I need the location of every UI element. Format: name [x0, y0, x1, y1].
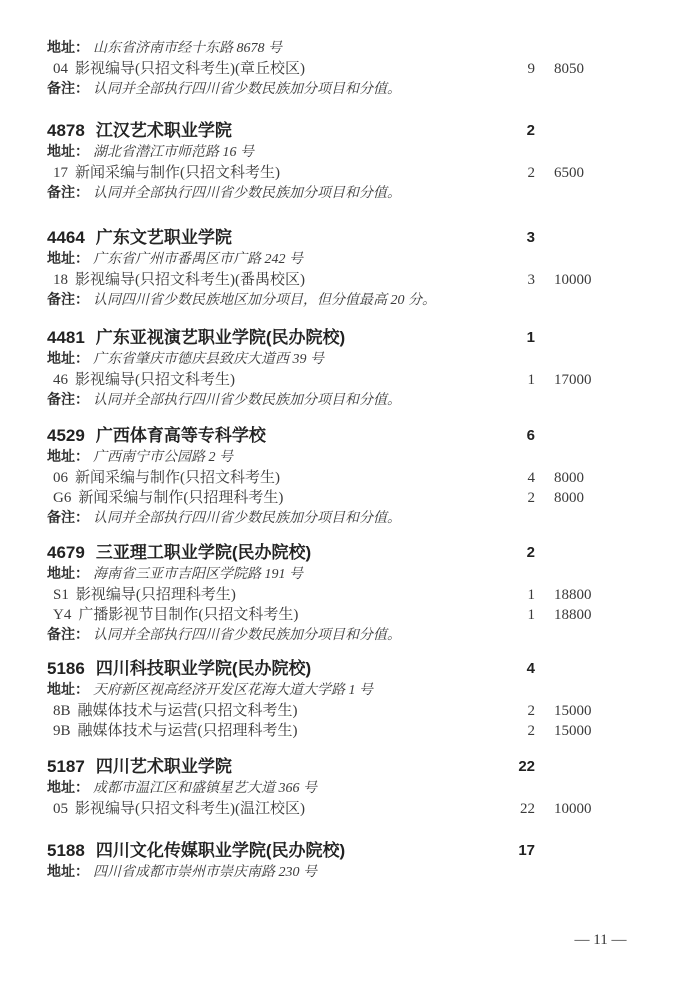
address-row: [47, 349, 643, 370]
school-name: 三亚理工职业学院(民办院校): [95, 543, 312, 562]
school-code: 4464: [47, 228, 85, 247]
program-row: [47, 605, 643, 625]
program-count: 4: [527, 470, 535, 486]
school-header: [47, 658, 643, 680]
program-count: 2: [527, 165, 535, 181]
program-row: [47, 701, 643, 721]
address-text: 四川省成都市崇州市崇庆南路 230 号: [93, 865, 317, 880]
note-label: 备注：: [47, 186, 89, 201]
page-number: — 11 —: [574, 932, 627, 948]
school-block: [47, 327, 643, 411]
program-code: 05: [53, 801, 68, 817]
school-code: 4481: [47, 328, 85, 347]
school-block-continued: [47, 38, 643, 100]
program-count: 2: [527, 723, 535, 739]
note-row: [47, 79, 643, 100]
school-header: [47, 120, 643, 142]
address-text: 广东省广州市番禺区市广路 242 号: [93, 252, 303, 267]
note-row: [47, 508, 643, 529]
program-fee: 8050: [554, 61, 584, 77]
address-text: 天府新区视高经济开发区花海大道大学路 1 号: [93, 683, 373, 698]
address-label: 地址：: [47, 352, 89, 367]
program-code: Y4: [53, 607, 72, 623]
school-header: [47, 542, 643, 564]
address-row: [47, 564, 643, 585]
note-text: 认同并全部执行四川省少数民族加分项目和分值。: [93, 393, 401, 408]
school-header: [47, 327, 643, 349]
program-code: S1: [53, 587, 69, 603]
note-row: [47, 290, 643, 311]
school-code: 5187: [47, 757, 85, 776]
program-row: [47, 163, 643, 183]
program-fee: 10000: [554, 801, 592, 817]
program-code: 17: [53, 165, 68, 181]
address-row: [47, 680, 643, 701]
note-text: 认同并全部执行四川省少数民族加分项目和分值。: [93, 186, 401, 201]
address-text: 广东省肇庆市德庆县致庆大道西 39 号: [93, 352, 324, 367]
school-header: [47, 756, 643, 778]
note-text: 认同四川省少数民族地区加分项目，但分值最高 20 分。: [93, 293, 436, 308]
program-code: G6: [53, 490, 72, 506]
address-text: 山东省济南市经十东路 8678 号: [93, 41, 282, 56]
address-label: 地址：: [47, 781, 89, 796]
note-text: 认同并全部执行四川省少数民族加分项目和分值。: [93, 628, 401, 643]
note-row: [47, 390, 643, 411]
program-name: 新闻采编与制作(只招文科考生): [75, 470, 280, 486]
program-fee: 6500: [554, 165, 584, 181]
note-label: 备注：: [47, 628, 89, 643]
address-label: 地址：: [47, 683, 89, 698]
program-row: [47, 799, 643, 819]
program-fee: 8000: [554, 490, 584, 506]
program-name: 新闻采编与制作(只招文科考生): [75, 165, 280, 181]
program-name: 影视编导(只招文科考生)(番禺校区): [75, 272, 305, 288]
note-row: [47, 625, 643, 646]
program-count: 3: [527, 272, 535, 288]
program-fee: 17000: [554, 372, 592, 388]
program-name: 融媒体技术与运营(只招文科考生): [77, 703, 298, 719]
program-count: 1: [527, 607, 535, 623]
school-block: [47, 840, 643, 883]
program-count: 22: [520, 801, 535, 817]
program-fee: 10000: [554, 272, 592, 288]
program-row: [47, 721, 643, 741]
school-total: 2: [526, 544, 535, 561]
school-name: 四川艺术职业学院: [95, 757, 232, 776]
school-block: [47, 425, 643, 529]
address-row: [47, 447, 643, 468]
school-block: [47, 542, 643, 646]
school-total: 1: [526, 329, 535, 346]
school-name: 广西体育高等专科学校: [95, 426, 266, 445]
program-row: [47, 59, 643, 79]
program-fee: 15000: [554, 703, 592, 719]
school-header: [47, 840, 643, 862]
program-count: 1: [527, 372, 535, 388]
program-fee: 15000: [554, 723, 592, 739]
program-name: 影视编导(只招文科考生): [75, 372, 235, 388]
address-row: [47, 142, 643, 163]
school-code: 5188: [47, 841, 85, 860]
program-code: 46: [53, 372, 68, 388]
program-fee: 8000: [554, 470, 584, 486]
school-name: 广东亚视演艺职业学院(民办院校): [95, 328, 346, 347]
school-name: 广东文艺职业学院: [95, 228, 232, 247]
school-name: 四川科技职业学院(民办院校): [95, 659, 312, 678]
program-row: [47, 468, 643, 488]
program-name: 新闻采编与制作(只招理科考生): [78, 490, 284, 506]
school-total: 22: [518, 758, 535, 775]
school-total: 2: [526, 122, 535, 139]
school-name: 四川文化传媒职业学院(民办院校): [95, 841, 346, 860]
program-fee: 18800: [554, 587, 592, 603]
school-block: [47, 120, 643, 204]
school-total: 3: [526, 229, 535, 246]
note-label: 备注：: [47, 293, 89, 308]
address-row: [47, 778, 643, 799]
school-block: [47, 227, 643, 311]
note-label: 备注：: [47, 393, 89, 408]
program-count: 9: [527, 61, 535, 77]
program-row: [47, 370, 643, 390]
school-header: [47, 227, 643, 249]
address-text: 成都市温江区和盛镇星艺大道 366 号: [93, 781, 317, 796]
address-row: [47, 38, 643, 59]
program-fee: 18800: [554, 607, 592, 623]
program-code: 04: [53, 61, 68, 77]
program-name: 影视编导(只招文科考生)(温江校区): [75, 801, 305, 817]
address-label: 地址：: [47, 567, 89, 582]
note-text: 认同并全部执行四川省少数民族加分项目和分值。: [93, 82, 401, 97]
school-name: 江汉艺术职业学院: [95, 121, 232, 140]
address-label: 地址：: [47, 252, 89, 267]
note-text: 认同并全部执行四川省少数民族加分项目和分值。: [93, 511, 401, 526]
address-label: 地址：: [47, 865, 89, 880]
program-row: [47, 270, 643, 290]
address-row: [47, 862, 643, 883]
school-header: [47, 425, 643, 447]
program-code: 18: [53, 272, 68, 288]
program-name: 影视编导(只招理科考生): [75, 587, 236, 603]
school-code: 4679: [47, 543, 85, 562]
school-code: 4878: [47, 121, 85, 140]
address-text: 湖北省潜江市师范路 16 号: [93, 145, 254, 160]
program-code: 8B: [53, 703, 71, 719]
school-total: 17: [518, 842, 535, 859]
school-total: 6: [526, 427, 535, 444]
program-count: 2: [527, 703, 535, 719]
program-count: 2: [527, 490, 535, 506]
address-text: 海南省三亚市吉阳区学院路 191 号: [93, 567, 303, 582]
program-name: 广播影视节目制作(只招文科考生): [78, 607, 299, 623]
note-row: [47, 183, 643, 204]
school-block: [47, 756, 643, 819]
address-label: 地址：: [47, 41, 89, 56]
program-row: [47, 488, 643, 508]
program-name: 影视编导(只招文科考生)(章丘校区): [75, 61, 305, 77]
note-label: 备注：: [47, 82, 89, 97]
program-count: 1: [527, 587, 535, 603]
address-row: [47, 249, 643, 270]
address-text: 广西南宁市公园路 2 号: [93, 450, 233, 465]
school-code: 5186: [47, 659, 85, 678]
program-code: 06: [53, 470, 68, 486]
school-block: [47, 658, 643, 741]
address-label: 地址：: [47, 450, 89, 465]
school-total: 4: [526, 660, 535, 677]
address-label: 地址：: [47, 145, 89, 160]
program-name: 融媒体技术与运营(只招理科考生): [77, 723, 298, 739]
note-label: 备注：: [47, 511, 89, 526]
program-code: 9B: [53, 723, 71, 739]
program-row: [47, 585, 643, 605]
school-code: 4529: [47, 426, 85, 445]
